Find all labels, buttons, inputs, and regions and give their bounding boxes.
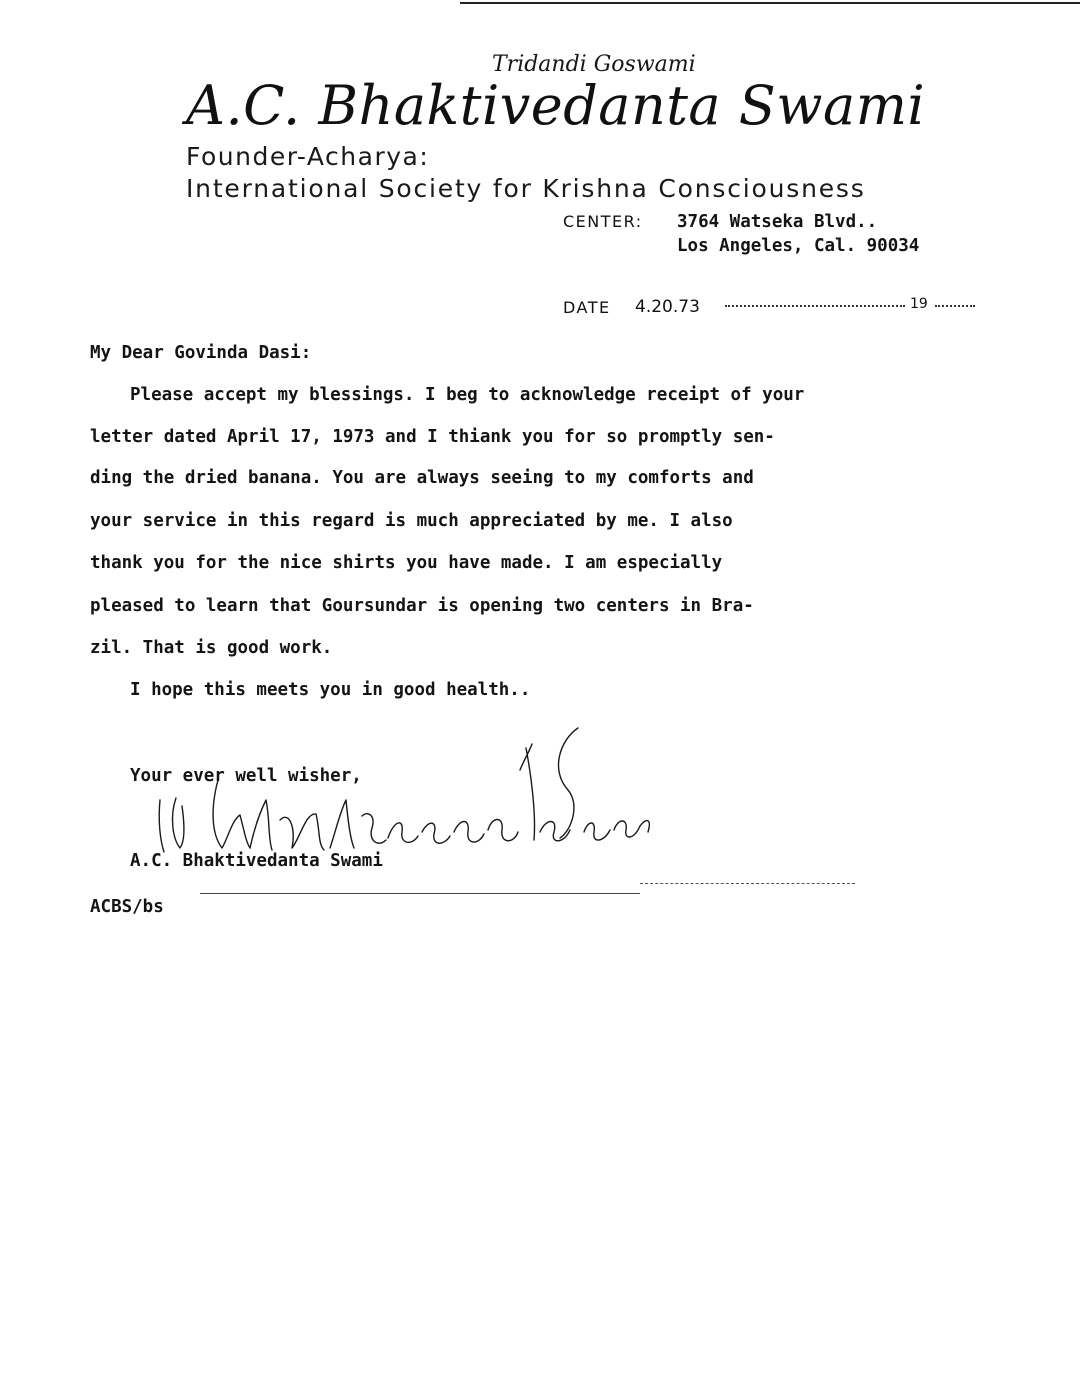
signature-typed-name: A.C. Bhaktivedanta Swami xyxy=(130,851,383,871)
date-year-dotted-line xyxy=(935,305,975,307)
divider-line xyxy=(200,893,640,894)
handwritten-signature xyxy=(140,720,660,870)
date-label: DATE xyxy=(563,298,611,317)
salutation: My Dear Govinda Dasi: xyxy=(90,343,312,363)
scan-edge-line xyxy=(460,2,1080,4)
address-line-2: Los Angeles, Cal. 90034 xyxy=(677,236,920,256)
body-line: ding the dried banana. You are always seeing to my comforts and xyxy=(90,468,754,488)
date-dotted-line xyxy=(725,305,905,307)
letterhead-title: A.C. Bhaktivedanta Swami xyxy=(186,74,926,137)
body-line: letter dated April 17, 1973 and I thiank you for so promptly sen- xyxy=(90,427,775,447)
letterhead-role: Founder-Acharya: xyxy=(186,142,430,171)
body-line: I hope this meets you in good health.. xyxy=(130,680,531,700)
letterhead-title-small: Tridandi Goswami xyxy=(492,52,696,77)
body-line: Please accept my blessings. I beg to acknowledge receipt of your xyxy=(130,385,805,405)
divider-line-dashed xyxy=(640,883,855,884)
closing: Your ever well wisher, xyxy=(130,766,362,786)
date-value: 4.20.73 xyxy=(635,297,700,317)
body-line: pleased to learn that Goursundar is opening two centers in Bra- xyxy=(90,596,754,616)
body-line: thank you for the nice shirts you have made. I am especially xyxy=(90,553,723,573)
date-year-prefix: 19 xyxy=(910,296,928,312)
center-label: CENTER: xyxy=(563,212,643,231)
body-line: zil. That is good work. xyxy=(90,638,333,658)
address-line-1: 3764 Watseka Blvd.. xyxy=(677,212,878,232)
letterhead-society: International Society for Krishna Consciousness xyxy=(186,174,866,203)
reference-initials: ACBS/bs xyxy=(90,897,164,917)
body-line: your service in this regard is much appreciated by me. I also xyxy=(90,511,733,531)
